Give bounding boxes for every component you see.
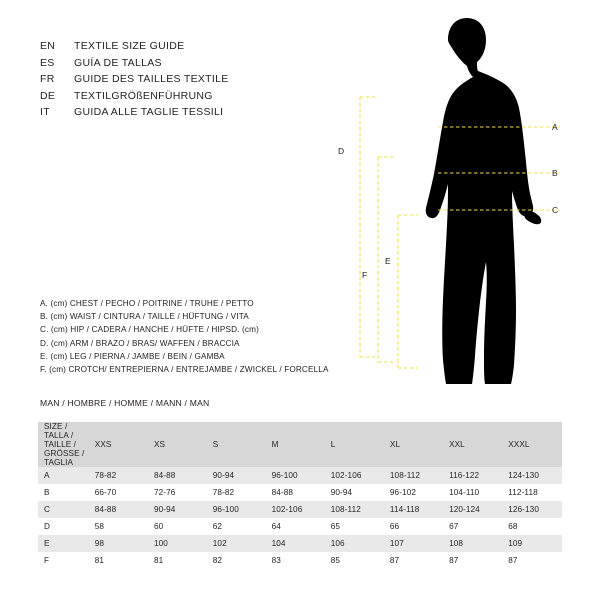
cell-a-xxxl: 124-130 [502,467,562,484]
header-size: SIZE / TALLA / TAILLE / GRÖSSE / TAGLIA [38,422,89,467]
cell-b-xxl: 104-110 [443,484,502,501]
legend-item-f: F. (cm) CROTCH/ ENTREPIERNA / ENTREJAMBE / ZWICKEL / FORCELLA [40,365,329,375]
title-lang-es: ES [40,56,55,69]
cell-d-xs: 60 [148,518,207,535]
legend-item-c: C. (cm) HIP / CADERA / HANCHE / HÜFTE / HIPSD. (cm) [40,325,260,335]
table-header-row [38,422,562,467]
title-block [40,38,360,121]
row-label-b: B [38,484,89,501]
table-row [38,467,562,484]
cell-d-xxs: 58 [89,518,148,535]
cell-c-m: 102-106 [266,501,325,518]
cell-c-l: 108-112 [325,501,384,518]
callout-e: E [385,256,391,266]
title-text-it: GUIDA ALLE TAGLIE TESSILI [74,106,224,118]
row-label-a: A [38,467,89,484]
cell-b-m: 84-88 [266,484,325,501]
cell-a-xxs: 78-82 [89,467,148,484]
table-row [38,484,562,501]
cell-c-xxl: 120-124 [443,501,502,518]
cell-d-xl: 66 [384,518,443,535]
cell-c-xs: 90-94 [148,501,207,518]
row-label-c: C [38,501,89,518]
legend-item-a: A. (cm) CHEST / PECHO / POITRINE / TRUHE / PETTO [40,299,254,308]
title-lang-en: EN [40,40,56,52]
callout-c: C [552,205,559,215]
size-table-wrap [38,422,562,569]
cell-c-s: 96-100 [207,501,266,518]
title-lang-fr: FR [40,73,55,85]
cell-d-xxxl: 68 [502,518,562,535]
title-row-fr [40,71,360,88]
cell-f-l: 85 [325,552,384,569]
cell-d-s: 62 [207,518,266,535]
cell-e-s: 102 [207,535,266,552]
cell-e-xxs: 98 [89,535,148,552]
title-row-es [40,55,360,72]
cell-c-xxxl: 126-130 [502,501,562,518]
legend-item-b: B. (cm) WAIST / CINTURA / TAILLE / HÜFTUNG / VITA [40,312,249,322]
cell-b-s: 78-82 [207,484,266,501]
cell-a-xl: 108-112 [384,467,443,484]
cell-f-xs: 81 [148,552,207,569]
table-row [38,535,562,552]
cell-c-xxs: 84-88 [89,501,148,518]
cell-b-xs: 72-76 [148,484,207,501]
cell-b-l: 90-94 [325,484,384,501]
header-s: S [207,422,266,467]
row-label-f: F [38,552,89,569]
cell-f-xxl: 87 [443,552,502,569]
title-text-es: GUÍA DE TALLAS [74,56,162,69]
legend-item-e: E. (cm) LEG / PIERNA / JAMBE / BEIN / GAMBA [40,351,225,361]
row-label-e: E [38,535,89,552]
callout-b: B [552,168,558,178]
cell-f-xxxl: 87 [502,552,562,569]
title-row-it [40,104,360,121]
cell-e-m: 104 [266,535,325,552]
row-label-d: D [38,518,89,535]
cell-e-l: 106 [325,535,384,552]
header-m: M [266,422,325,467]
cell-b-xxxl: 112-118 [502,484,562,501]
cell-b-xxs: 66-70 [89,484,148,501]
cell-e-xl: 107 [384,535,443,552]
title-row-de [40,88,360,105]
table-row [38,501,562,518]
legend-item-d: D. (cm) ARM / BRAZO / BRAS/ WAFFEN / BRACCIA [40,338,240,348]
callout-f: F [362,270,368,280]
cell-a-m: 96-100 [266,467,325,484]
title-lang-de: DE [40,89,56,102]
cell-f-s: 82 [207,552,266,569]
table-row [38,518,562,535]
callout-d: D [338,146,345,156]
cell-d-xxl: 67 [443,518,502,535]
cell-c-xl: 114-118 [384,501,443,518]
cell-f-m: 83 [266,552,325,569]
cell-a-xxl: 116-122 [443,467,502,484]
table-row [38,552,562,569]
cell-f-xxs: 81 [89,552,148,569]
size-table [38,422,562,569]
cell-d-l: 65 [325,518,384,535]
cell-e-xxl: 108 [443,535,502,552]
cell-b-xl: 96-102 [384,484,443,501]
cell-a-s: 90-94 [207,467,266,484]
header-xs: XS [148,422,207,467]
cell-e-xxxl: 109 [502,535,562,552]
title-lang-it: IT [40,106,50,118]
cell-f-xl: 87 [384,552,443,569]
group-label: MAN / HOMBRE / HOMME / MANN / MAN [40,398,210,408]
title-text-de: TEXTILGRÖßENFÜHRUNG [74,89,213,102]
cell-d-m: 64 [266,518,325,535]
cell-e-xs: 100 [148,535,207,552]
cell-a-xs: 84-88 [148,467,207,484]
legend-block [40,297,370,376]
title-text-en: TEXTILE SIZE GUIDE [74,40,185,52]
header-xxxl: XXXL [502,422,562,467]
cell-a-l: 102-106 [325,467,384,484]
header-xxl: XXL [443,422,502,467]
header-xl: XL [384,422,443,467]
title-row-en [40,38,360,55]
title-text-fr: GUIDE DES TAILLES TEXTILE [74,73,229,85]
callout-a: A [552,122,558,132]
header-l: L [325,422,384,467]
header-xxs: XXS [89,422,148,467]
